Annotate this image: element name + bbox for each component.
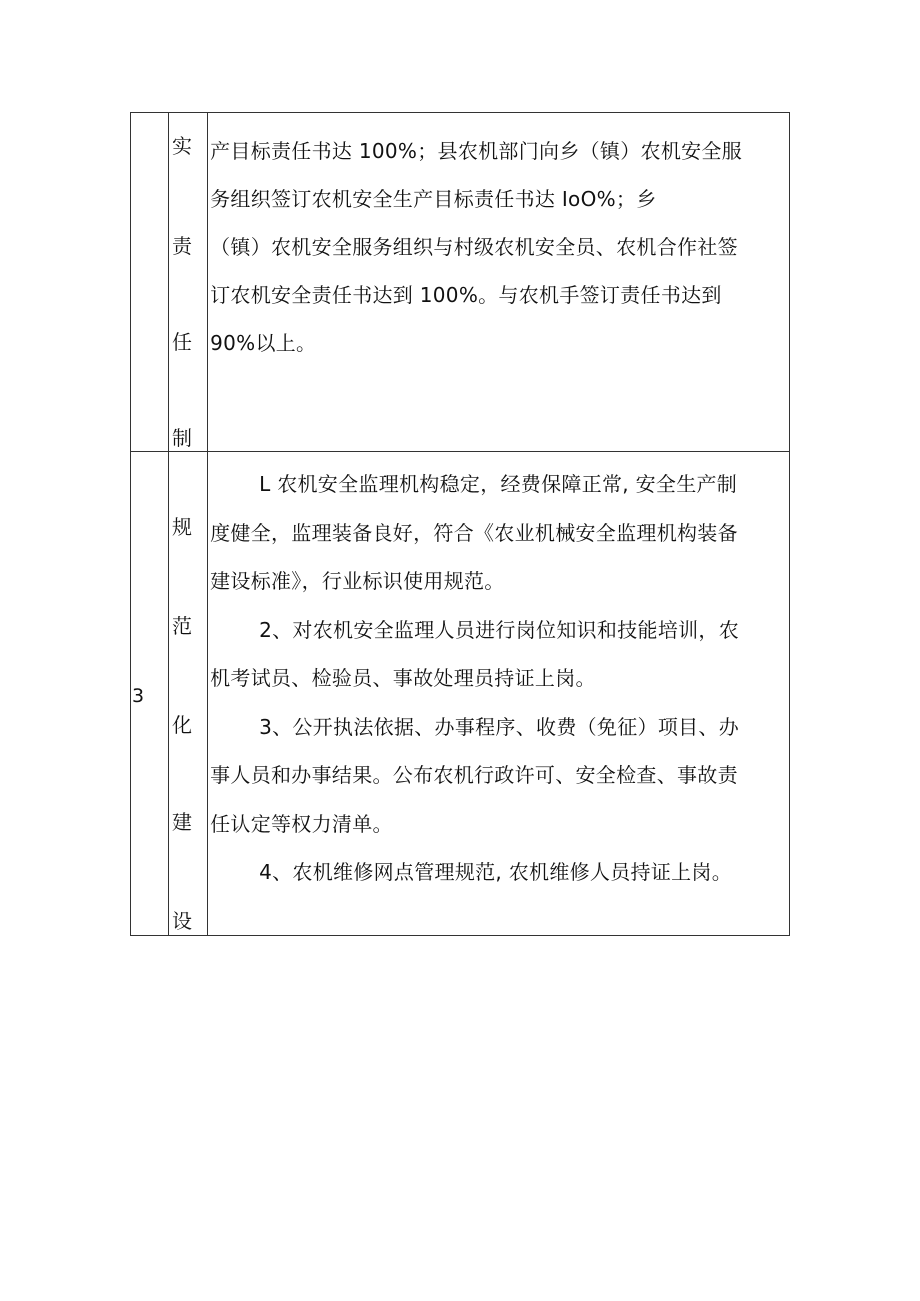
text-line: 3、公开执法依据、办事程序、收费（免征）项目、办 [259,714,740,739]
category-char: 制 [172,426,193,450]
text-line: 订农机安全责任书达到 100%。与农机手签订责任书达到 [210,283,722,307]
text-line: （镇）农机安全服务组织与村级农机安全员、农机合作社签 [210,235,738,259]
table-row [131,113,790,452]
text-line: 2、对农机安全监理人员进行岗位知识和技能培训，农 [259,617,740,642]
category-char: 建 [172,810,193,834]
table-row [131,452,790,936]
text-line: 事人员和办事结果。公布农机行政许可、安全检查、事故责 [210,763,738,787]
category-cell [169,452,208,936]
item-number-cell [131,113,169,452]
category-char: 规 [172,515,193,539]
text-line: 任认定等权力清单。 [210,811,393,836]
category-char: 设 [172,909,193,933]
requirements-table [130,112,790,936]
text-line: 90%以上。 [210,331,317,355]
text-line: 度健全，监理装备良好，符合《农业机械安全监理机构装备 [210,520,738,545]
text-line: 4、农机维修网点管理规范, 农机维修人员持证上岗。 [259,860,733,884]
category-cell [169,113,208,452]
text-line: 产目标责任书达 100%；县农机部门向乡（镇）农机安全服 [210,139,743,163]
category-char: 责 [172,234,193,258]
category-char: 任 [172,330,193,354]
category-char: 实 [172,134,193,158]
item-number: 3 [132,685,145,707]
text-line: 务组织签订农机安全生产目标责任书达 IoO%；乡 [210,187,657,211]
text-line: 建设标准》，行业标识使用规范。 [210,569,505,593]
requirement-text-cell [208,452,790,936]
requirement-text-cell [208,113,790,452]
text-line: 机考试员、检验员、事故处理员持证上岗。 [210,666,596,690]
category-char: 范 [172,614,193,638]
item-number-cell [131,452,169,936]
text-line: L 农机安全监理机构稳定，经费保障正常, 安全生产制 [259,472,738,496]
category-char: 化 [172,713,193,737]
